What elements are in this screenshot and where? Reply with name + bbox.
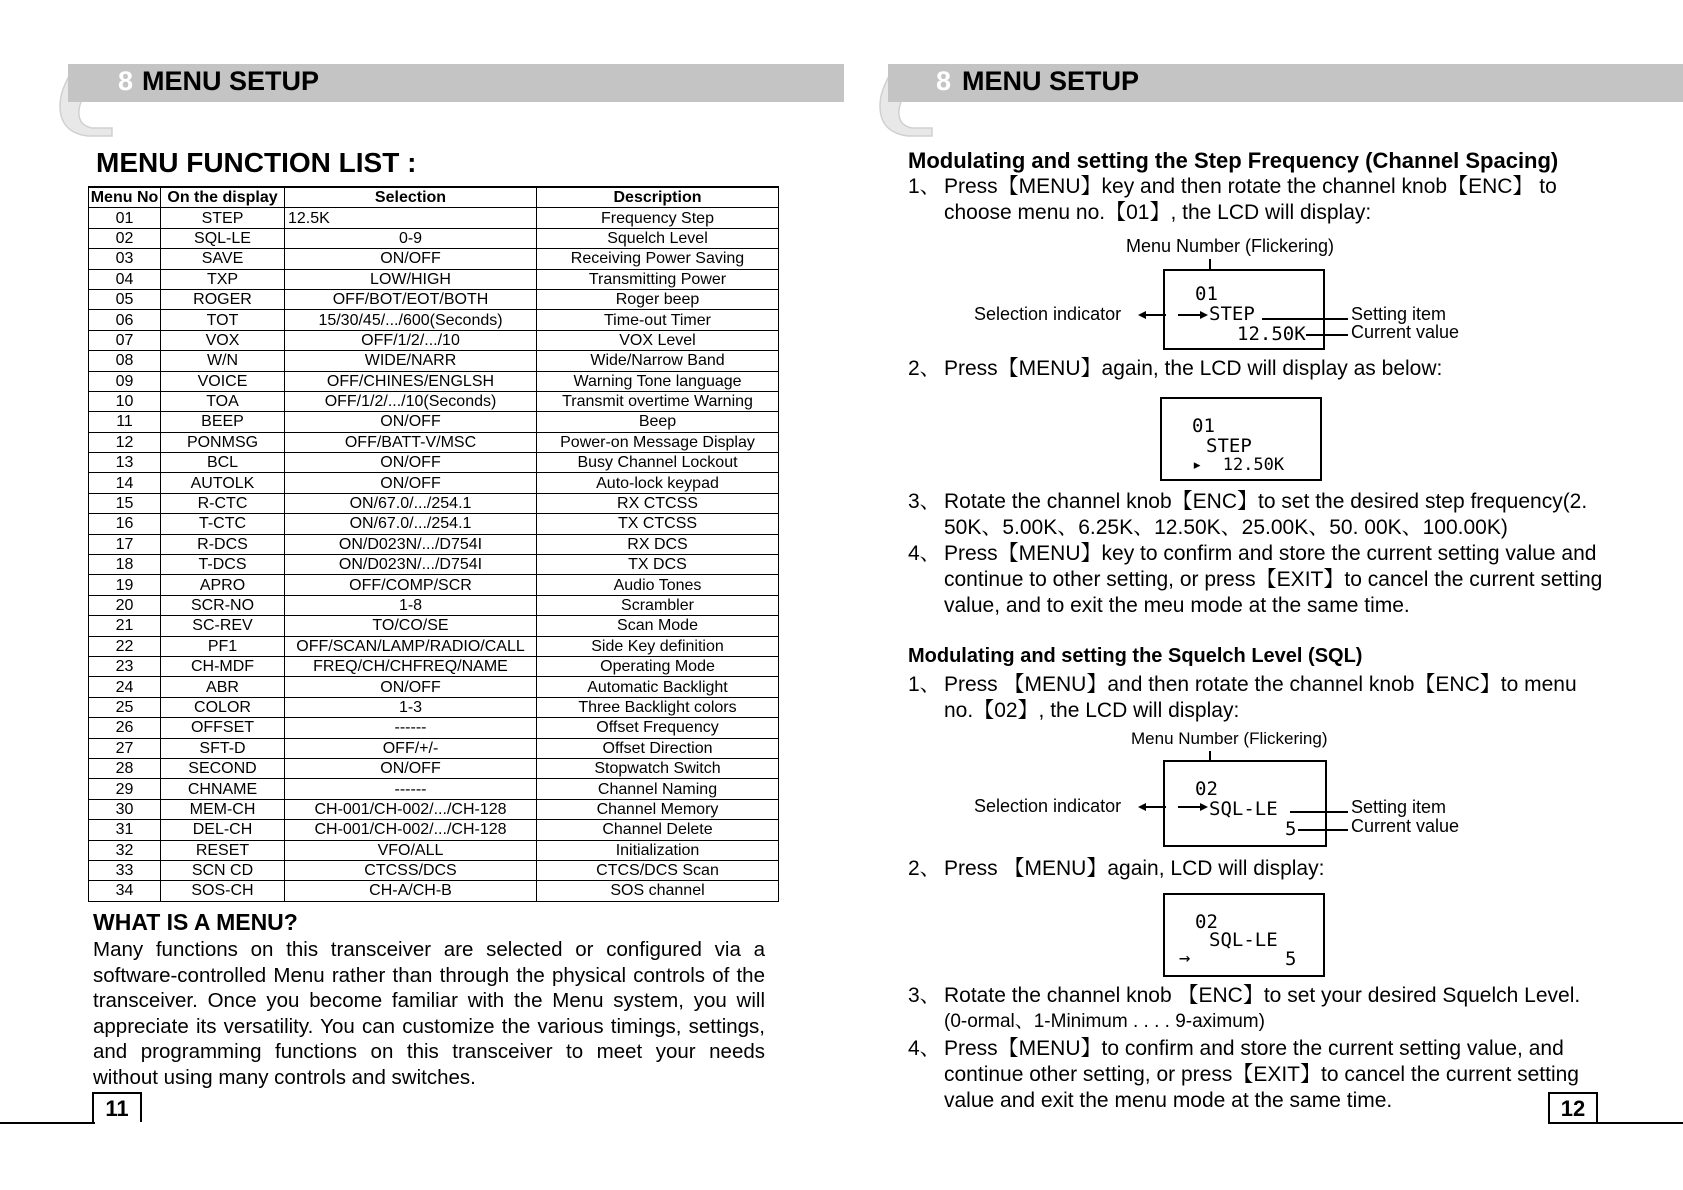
display-cell: CHNAME	[161, 779, 285, 799]
selection-cell: CH-001/CH-002/.../CH-128	[285, 820, 537, 840]
selection-cell: OFF/1/2/.../10(Seconds)	[285, 391, 537, 411]
section-number: 8	[936, 66, 952, 96]
menu-no-cell: 34	[89, 881, 161, 901]
table-row	[89, 595, 779, 615]
display-cell: SAVE	[161, 249, 285, 269]
table-row	[89, 514, 779, 534]
menu-function-list-title: MENU FUNCTION LIST :	[96, 147, 417, 178]
table-row	[89, 656, 779, 676]
table-row	[89, 412, 779, 432]
selection-cell: ON/OFF	[285, 677, 537, 697]
footer-line-left	[0, 1122, 95, 1124]
description-cell: CTCS/DCS Scan	[537, 860, 779, 880]
menu-no-cell: 23	[89, 656, 161, 676]
selection-cell: ON/D023N/.../D754I	[285, 534, 537, 554]
description-cell: Auto-lock keypad	[537, 473, 779, 493]
description-cell: Scan Mode	[537, 616, 779, 636]
step-text: Rotate the channel knob【ENC】to set the desired step frequency(2.	[944, 490, 1588, 513]
display-cell: TOT	[161, 310, 285, 330]
menu-no-cell: 25	[89, 697, 161, 717]
squelch-heading: Modulating and setting the Squelch Level (SQL)	[908, 645, 1363, 667]
table-row	[89, 330, 779, 350]
display-cell: MEM-CH	[161, 799, 285, 819]
step-number: 1、	[908, 673, 941, 696]
table-row	[89, 208, 779, 228]
table-row	[89, 881, 779, 901]
selection-cell: ON/OFF	[285, 758, 537, 778]
menu-no-cell: 30	[89, 799, 161, 819]
description-cell: Roger beep	[537, 289, 779, 309]
step-number: 4、	[908, 1037, 941, 1060]
display-cell: COLOR	[161, 697, 285, 717]
selection-cell: WIDE/NARR	[285, 351, 537, 371]
table-row	[89, 228, 779, 248]
menu-no-cell: 21	[89, 616, 161, 636]
menu-no-cell: 02	[89, 228, 161, 248]
lcd-caption: Menu Number (Flickering)	[1126, 236, 1335, 256]
step-frequency-step-1	[908, 174, 1620, 226]
description-cell: SOS channel	[537, 881, 779, 901]
step-text: Press 【MENU】and then rotate the channel knob【ENC】to menu	[944, 673, 1577, 696]
menu-function-table	[88, 186, 779, 902]
step-text: Press 【MENU】again, LCD will display:	[944, 857, 1325, 880]
description-cell: TX DCS	[537, 555, 779, 575]
display-cell: SECOND	[161, 758, 285, 778]
display-cell: W/N	[161, 351, 285, 371]
display-cell: TOA	[161, 391, 285, 411]
display-cell: BEEP	[161, 412, 285, 432]
table-row	[89, 860, 779, 880]
step-text: value and exit the menu mode at the same time.	[944, 1089, 1393, 1112]
display-cell: T-CTC	[161, 514, 285, 534]
lcd-setting-item: SQL-LE	[1209, 929, 1278, 951]
section-number: 8	[118, 66, 134, 96]
display-cell: TXP	[161, 269, 285, 289]
description-cell: Offset Frequency	[537, 718, 779, 738]
lcd-display-squelch-2	[1163, 893, 1325, 977]
selection-cell: OFF/+/-	[285, 738, 537, 758]
selection-cell: OFF/SCAN/LAMP/RADIO/CALL	[285, 636, 537, 656]
table-row	[89, 677, 779, 697]
menu-no-cell: 06	[89, 310, 161, 330]
selection-cell: 1-8	[285, 595, 537, 615]
menu-no-cell: 27	[89, 738, 161, 758]
menu-no-cell: 33	[89, 860, 161, 880]
description-cell: Channel Delete	[537, 820, 779, 840]
step-text: 50K、5.00K、6.25K、12.50K、25.00K、50. 00K、100.00K)	[944, 516, 1508, 539]
display-cell: VOICE	[161, 371, 285, 391]
lcd-caption: Menu Number (Flickering)	[1131, 729, 1328, 748]
table-row	[89, 575, 779, 595]
selection-cell: TO/CO/SE	[285, 616, 537, 636]
display-cell: SCN CD	[161, 860, 285, 880]
table-row	[89, 799, 779, 819]
header-menu-no: Menu No	[89, 187, 161, 208]
menu-no-cell: 03	[89, 249, 161, 269]
menu-no-cell: 17	[89, 534, 161, 554]
selection-cell: OFF/COMP/SCR	[285, 575, 537, 595]
description-cell: Wide/Narrow Band	[537, 351, 779, 371]
menu-no-cell: 07	[89, 330, 161, 350]
menu-no-cell: 12	[89, 432, 161, 452]
menu-no-cell: 01	[89, 208, 161, 228]
step-text: Press【MENU】key and then rotate the channel knob【ENC】 to	[944, 175, 1557, 198]
menu-no-cell: 26	[89, 718, 161, 738]
description-cell: RX CTCSS	[537, 493, 779, 513]
current-value-label: Current value	[1351, 322, 1460, 342]
menu-no-cell: 04	[89, 269, 161, 289]
what-is-menu-title: WHAT IS A MENU?	[93, 909, 298, 935]
selection-cell: ON/OFF	[285, 473, 537, 493]
step-text: Press【MENU】key to confirm and store the current setting value and	[944, 542, 1597, 565]
section-title: MENU SETUP	[962, 66, 1140, 96]
description-cell: Beep	[537, 412, 779, 432]
step-text: choose menu no.【01】, the LCD will display:	[944, 201, 1372, 224]
table-row	[89, 351, 779, 371]
description-cell: Busy Channel Lockout	[537, 453, 779, 473]
lcd-menu-number: 02	[1195, 778, 1218, 800]
description-cell: Time-out Timer	[537, 310, 779, 330]
menu-no-cell: 10	[89, 391, 161, 411]
setting-item-leader-line	[1290, 811, 1348, 813]
arrow-pair-icon	[1138, 306, 1210, 324]
description-cell: Three Backlight colors	[537, 697, 779, 717]
page-number-right: 12	[1548, 1092, 1598, 1122]
display-cell: T-DCS	[161, 555, 285, 575]
description-cell: VOX Level	[537, 330, 779, 350]
table-row	[89, 718, 779, 738]
selection-cell: LOW/HIGH	[285, 269, 537, 289]
menu-no-cell: 28	[89, 758, 161, 778]
step-text: continue to other setting, or press【EXIT】to cancel the current setting	[944, 568, 1603, 591]
description-cell: Operating Mode	[537, 656, 779, 676]
step-frequency-heading: Modulating and setting the Step Frequency (Channel Spacing)	[908, 148, 1559, 173]
arrow-pair-icon	[1138, 798, 1210, 816]
step-text: Press【MENU】again, the LCD will display as below:	[944, 357, 1443, 380]
menu-no-cell: 22	[89, 636, 161, 656]
table-row	[89, 269, 779, 289]
display-cell: BCL	[161, 453, 285, 473]
step-text: Press【MENU】to confirm and store the current setting value, and	[944, 1037, 1564, 1060]
display-cell: PF1	[161, 636, 285, 656]
header-selection: Selection	[285, 187, 537, 208]
header-description: Description	[537, 187, 779, 208]
selection-indicator-label: Selection indicator	[974, 304, 1122, 324]
selection-indicator-label: Selection indicator	[974, 796, 1122, 816]
step-number: 2、	[908, 357, 941, 380]
current-value-leader-line	[1306, 334, 1348, 336]
lcd-display-step-2	[1160, 397, 1322, 481]
description-cell: Stopwatch Switch	[537, 758, 779, 778]
step-text: no.【02】, the LCD will display:	[944, 699, 1240, 722]
lcd-menu-number: 01	[1192, 415, 1215, 437]
section-banner-left	[68, 64, 844, 102]
lcd-setting-item: STEP	[1206, 435, 1252, 457]
menu-no-cell: 20	[89, 595, 161, 615]
selection-cell: ------	[285, 779, 537, 799]
selection-cell: CTCSS/DCS	[285, 860, 537, 880]
squelch-step-3	[908, 983, 1620, 1035]
step-frequency-step-4	[908, 541, 1620, 619]
menu-no-cell: 29	[89, 779, 161, 799]
display-cell: SFT-D	[161, 738, 285, 758]
lcd-setting-item: SQL-LE	[1209, 798, 1278, 820]
selection-cell: ON/67.0/.../254.1	[285, 514, 537, 534]
menu-no-cell: 18	[89, 555, 161, 575]
step-number: 3、	[908, 490, 941, 513]
menu-no-cell: 05	[89, 289, 161, 309]
description-cell: Transmitting Power	[537, 269, 779, 289]
description-cell: Transmit overtime Warning	[537, 391, 779, 411]
table-header-row	[89, 187, 779, 208]
menu-no-cell: 16	[89, 514, 161, 534]
table-row	[89, 779, 779, 799]
lcd-current-value: ▸ 12.50K	[1192, 455, 1285, 475]
display-cell: SCR-NO	[161, 595, 285, 615]
selection-cell: FREQ/CH/CHFREQ/NAME	[285, 656, 537, 676]
menu-no-cell: 19	[89, 575, 161, 595]
selection-cell: CH-A/CH-B	[285, 881, 537, 901]
current-value-leader-line	[1298, 829, 1348, 831]
table-row	[89, 820, 779, 840]
selection-cell: ON/OFF	[285, 249, 537, 269]
arrow-right-icon: →	[1179, 947, 1191, 969]
menu-no-cell: 24	[89, 677, 161, 697]
selection-cell: 12.5K	[285, 208, 537, 228]
setting-item-label: Setting item	[1351, 797, 1447, 817]
menu-no-cell: 14	[89, 473, 161, 493]
description-cell: Power-on Message Display	[537, 432, 779, 452]
description-cell: Offset Direction	[537, 738, 779, 758]
menu-no-cell: 31	[89, 820, 161, 840]
description-cell: Frequency Step	[537, 208, 779, 228]
squelch-step-2	[908, 856, 1620, 882]
selection-cell: VFO/ALL	[285, 840, 537, 860]
page-number-left: 11	[92, 1092, 142, 1122]
table-row	[89, 758, 779, 778]
step-number: 1、	[908, 175, 941, 198]
display-cell: ABR	[161, 677, 285, 697]
section-banner-right	[888, 64, 1683, 102]
selection-cell: OFF/CHINES/ENGLSH	[285, 371, 537, 391]
description-cell: RX DCS	[537, 534, 779, 554]
selection-cell: ON/D023N/.../D754I	[285, 555, 537, 575]
description-cell: Scrambler	[537, 595, 779, 615]
display-cell: R-CTC	[161, 493, 285, 513]
lcd-current-value: 5	[1285, 948, 1297, 970]
menu-no-cell: 32	[89, 840, 161, 860]
selection-cell: CH-001/CH-002/.../CH-128	[285, 799, 537, 819]
table-row	[89, 534, 779, 554]
description-cell: Automatic Backlight	[537, 677, 779, 697]
description-cell: Initialization	[537, 840, 779, 860]
display-cell: VOX	[161, 330, 285, 350]
display-cell: PONMSG	[161, 432, 285, 452]
table-row	[89, 473, 779, 493]
description-cell: Channel Naming	[537, 779, 779, 799]
setting-item-leader-line	[1262, 318, 1348, 320]
display-cell: SC-REV	[161, 616, 285, 636]
display-cell: CH-MDF	[161, 656, 285, 676]
menu-no-cell: 09	[89, 371, 161, 391]
step-text: Rotate the channel knob 【ENC】to set your desired Squelch Level.	[944, 984, 1581, 1007]
selection-cell: ON/OFF	[285, 412, 537, 432]
display-cell: DEL-CH	[161, 820, 285, 840]
step-number: 3、	[908, 984, 941, 1007]
lcd-menu-number: 02	[1195, 911, 1218, 933]
squelch-step-4	[908, 1036, 1620, 1114]
table-row	[89, 453, 779, 473]
display-cell: OFFSET	[161, 718, 285, 738]
table-row	[89, 371, 779, 391]
table-row	[89, 738, 779, 758]
table-row	[89, 616, 779, 636]
menu-no-cell: 13	[89, 453, 161, 473]
display-cell: STEP	[161, 208, 285, 228]
setting-item-label: Setting item	[1351, 304, 1447, 324]
selection-cell: 15/30/45/.../600(Seconds)	[285, 310, 537, 330]
display-cell: SOS-CH	[161, 881, 285, 901]
table-row	[89, 840, 779, 860]
lcd-current-value: 5	[1285, 818, 1297, 840]
step-number: 4、	[908, 542, 941, 565]
description-cell: Warning Tone language	[537, 371, 779, 391]
description-cell: Audio Tones	[537, 575, 779, 595]
lcd-current-value: 12.50K	[1237, 323, 1306, 345]
table-row	[89, 249, 779, 269]
menu-no-cell: 11	[89, 412, 161, 432]
what-is-menu-body: Many functions on this transceiver are selected or configured via a software-controlled Menu rather than through the physical controls of the transceiver. Once you become familiar with the Menu system, you will appreciate its versatility. You can customize the various timings, settings, and programming functions on this transceiver to meet your needs without using many controls and switches.	[93, 938, 765, 1089]
selection-cell: ON/OFF	[285, 453, 537, 473]
description-cell: Side Key definition	[537, 636, 779, 656]
header-display: On the display	[161, 187, 285, 208]
step-frequency-step-3	[908, 489, 1620, 541]
selection-cell: OFF/BOT/EOT/BOTH	[285, 289, 537, 309]
table-row	[89, 391, 779, 411]
display-cell: APRO	[161, 575, 285, 595]
step-text: continue other setting, or press【EXIT】to cancel the current setting	[944, 1063, 1579, 1086]
selection-cell: OFF/1/2/.../10	[285, 330, 537, 350]
table-row	[89, 432, 779, 452]
section-title: MENU SETUP	[142, 66, 320, 96]
display-cell: AUTOLK	[161, 473, 285, 493]
table-row	[89, 289, 779, 309]
selection-cell: 0-9	[285, 228, 537, 248]
table-row	[89, 636, 779, 656]
table-row	[89, 697, 779, 717]
step-text: (0-ormal、1-Minimum . . . . 9-aximum)	[944, 1011, 1265, 1032]
step-number: 2、	[908, 857, 941, 880]
table-row	[89, 555, 779, 575]
table-row	[89, 310, 779, 330]
lcd-menu-number: 01	[1195, 283, 1218, 305]
step-frequency-step-2	[908, 356, 1620, 382]
menu-no-cell: 15	[89, 493, 161, 513]
squelch-step-1	[908, 672, 1620, 724]
description-cell: TX CTCSS	[537, 514, 779, 534]
lcd-setting-item: STEP	[1209, 303, 1255, 325]
selection-cell: OFF/BATT-V/MSC	[285, 432, 537, 452]
display-cell: SQL-LE	[161, 228, 285, 248]
display-cell: R-DCS	[161, 534, 285, 554]
display-cell: ROGER	[161, 289, 285, 309]
description-cell: Channel Memory	[537, 799, 779, 819]
description-cell: Squelch Level	[537, 228, 779, 248]
menu-no-cell: 08	[89, 351, 161, 371]
display-cell: RESET	[161, 840, 285, 860]
menu-table-body	[89, 208, 779, 901]
step-text: value, and to exit the meu mode at the same time.	[944, 594, 1410, 617]
current-value-label: Current value	[1351, 816, 1460, 836]
selection-cell: ------	[285, 718, 537, 738]
selection-cell: ON/67.0/.../254.1	[285, 493, 537, 513]
selection-cell: 1-3	[285, 697, 537, 717]
table-row	[89, 493, 779, 513]
description-cell: Receiving Power Saving	[537, 249, 779, 269]
